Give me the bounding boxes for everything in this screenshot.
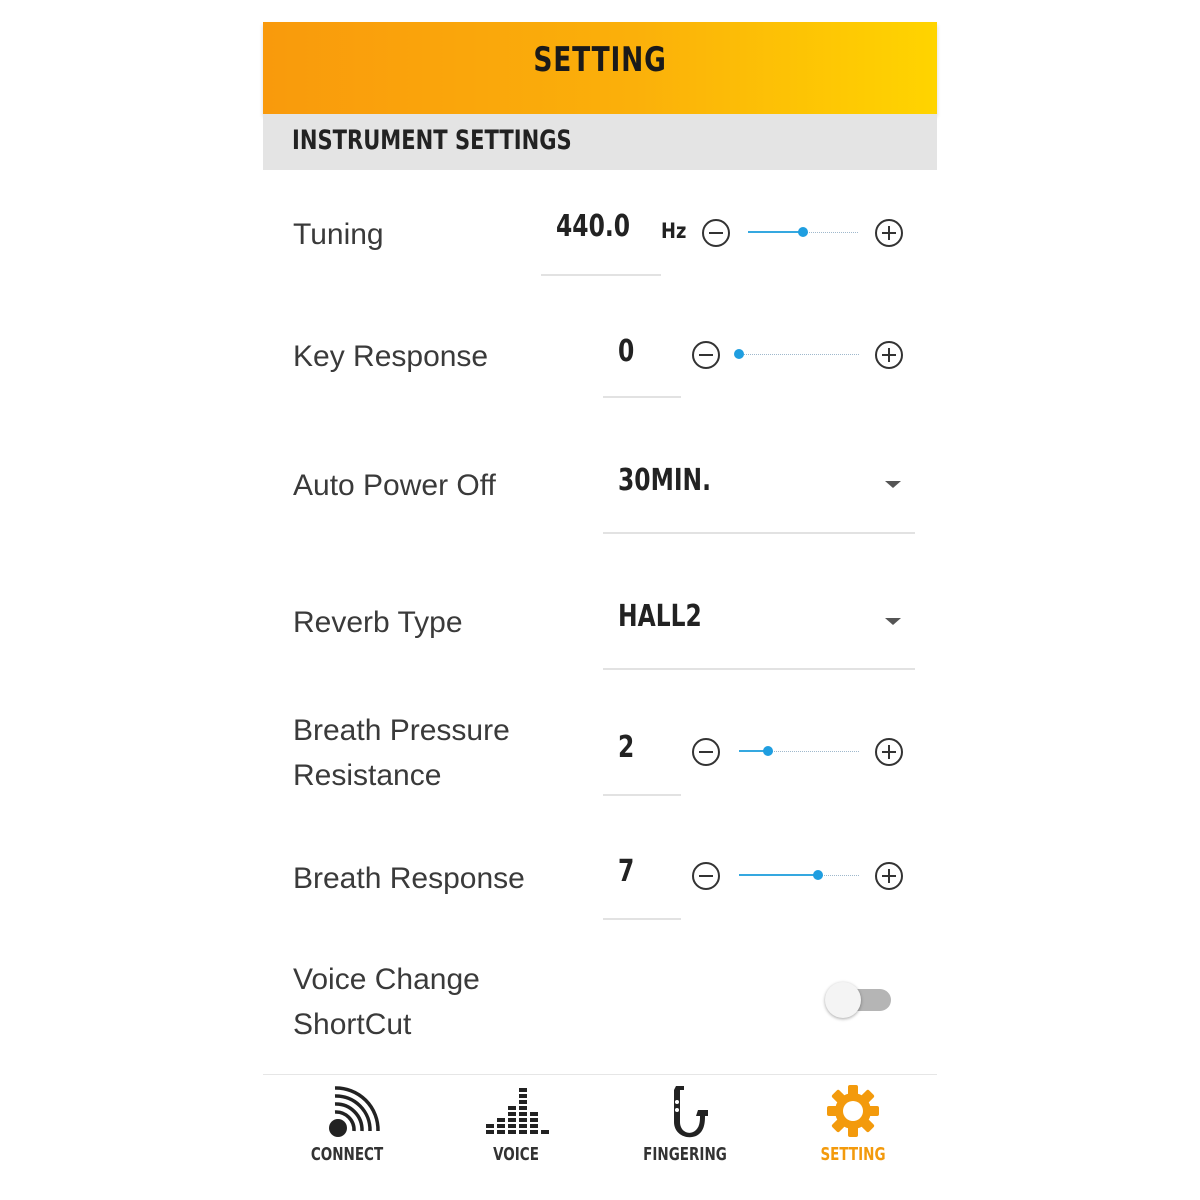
- tuning-decrease-button[interactable]: [702, 219, 730, 247]
- nav-connect-label: CONNECT: [310, 1144, 384, 1165]
- breath-pressure-slider-thumb[interactable]: [763, 746, 773, 756]
- breath-response-slider-fill: [739, 874, 817, 876]
- tuning-increase-button[interactable]: [875, 219, 903, 247]
- breath-pressure-decrease-button[interactable]: [692, 738, 720, 766]
- tuning-value-underline: [541, 274, 661, 276]
- key-response-slider-thumb[interactable]: [734, 349, 744, 359]
- reverb-type-underline: [603, 668, 915, 670]
- breath-pressure-underline: [603, 794, 681, 796]
- breath-response-value[interactable]: 7: [618, 854, 635, 889]
- tuning-label: Tuning: [293, 218, 384, 251]
- breath-response-label: Breath Response: [293, 862, 525, 895]
- voice-change-toggle-thumb[interactable]: [825, 982, 861, 1018]
- auto-power-off-dropdown-icon[interactable]: [885, 481, 901, 488]
- gear-icon: [818, 1082, 888, 1142]
- page-title: SETTING: [533, 40, 667, 80]
- nav-setting[interactable]: [783, 1082, 923, 1172]
- section-title: INSTRUMENT SETTINGS: [292, 125, 572, 156]
- settings-screen: [263, 22, 937, 1180]
- bottom-nav-divider: [263, 1074, 937, 1075]
- key-response-slider-track[interactable]: [739, 354, 859, 355]
- breath-response-slider-thumb[interactable]: [813, 870, 823, 880]
- reverb-type-select[interactable]: HALL2: [618, 599, 702, 634]
- auto-power-off-label: Auto Power Off: [293, 469, 496, 502]
- breath-pressure-label-line2: Resistance: [293, 759, 442, 792]
- nav-setting-label: SETTING: [820, 1144, 886, 1165]
- voice-change-label-line1: Voice Change: [293, 963, 480, 996]
- signal-icon: [312, 1082, 382, 1142]
- nav-voice-label: VOICE: [493, 1144, 539, 1165]
- app-header: [263, 22, 937, 114]
- breath-response-increase-button[interactable]: [875, 862, 903, 890]
- auto-power-off-underline: [603, 532, 915, 534]
- tuning-slider-fill: [748, 231, 802, 233]
- breath-pressure-increase-button[interactable]: [875, 738, 903, 766]
- key-response-label: Key Response: [293, 340, 489, 373]
- auto-power-off-select[interactable]: 30MIN.: [618, 463, 712, 498]
- key-response-value[interactable]: 0: [618, 334, 635, 369]
- voice-change-label-line2: ShortCut: [293, 1008, 412, 1041]
- tuning-unit: Hz: [661, 219, 687, 243]
- breath-pressure-value[interactable]: 2: [618, 730, 635, 765]
- nav-fingering[interactable]: [615, 1082, 755, 1172]
- tuning-value[interactable]: 440.0: [556, 209, 631, 244]
- key-response-increase-button[interactable]: [875, 341, 903, 369]
- breath-pressure-label-line1: Breath Pressure: [293, 714, 510, 747]
- equalizer-icon: [481, 1082, 551, 1142]
- nav-fingering-label: FINGERING: [643, 1144, 727, 1165]
- saxophone-icon: [650, 1082, 720, 1142]
- tuning-slider-thumb[interactable]: [798, 227, 808, 237]
- section-header: [263, 114, 937, 170]
- nav-connect[interactable]: [277, 1082, 417, 1172]
- reverb-type-dropdown-icon[interactable]: [885, 618, 901, 625]
- nav-voice[interactable]: [446, 1082, 586, 1172]
- breath-response-underline: [603, 918, 681, 920]
- key-response-underline: [603, 396, 681, 398]
- breath-response-decrease-button[interactable]: [692, 862, 720, 890]
- key-response-decrease-button[interactable]: [692, 341, 720, 369]
- reverb-type-label: Reverb Type: [293, 606, 463, 639]
